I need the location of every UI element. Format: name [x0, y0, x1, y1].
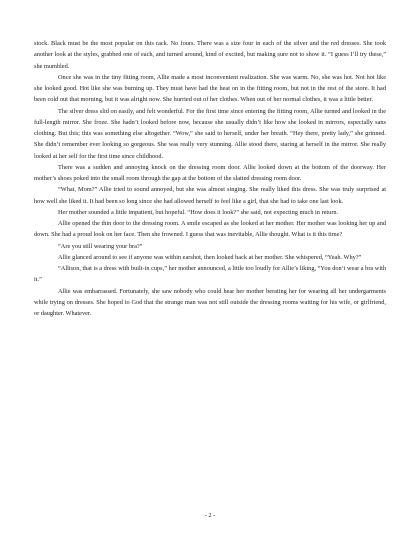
paragraph: The silver dress slid on easily, and felt wonderful. For the first time since entering the fitting room, Allie turned and looked in the full-length mirror. She froze. She hadn’t looked before now, because she usually didn’t like how she looked in mirrors, especially sans clothing. But this; this was something else altogether. “Wow,” she said to herself, under her breath. “Hey there, pretty lady,” she grinned. She didn’t remember ever looking so gorgeous. She was really very stunning. Allie stood there, staring at herself in the mirror. She really looked at her self for the first time since childhood.	[34, 107, 386, 160]
body-text	[34, 38, 386, 319]
paragraph: There was a sudden and annoying knock on the dressing room door. Allie looked down at the bottom of the doorway. Her mother’s shoes poked into the small room through the gap at the bottom of the slatted dressing room door.	[34, 163, 386, 182]
paragraph: Her mother sounded a little impatient, but hopeful. “How does it look?” she said, not expecting much in return.	[58, 208, 339, 216]
paragraph: Allie opened the thin door to the dressing room. A smile escaped as she looked at her mother. Her mother was looking her up and down. She had a proud look on her face. Then she frowned. I guess that was inevitable, Allie thought. What is it this time?	[34, 220, 386, 239]
page-number: - 2 -	[204, 512, 216, 519]
paragraph: Once she was in the tiny fitting room, Allie made a most inconvenient realization. She was warm. No, she was hot. Not hot like she looked good. Hot like she was burning up. They must have had the heat on in the fitting room, but not in the rest of the store. It had been cold out that morning, but it was alright now. She hurried out of her clothes. When out of her normal clothes, it was a little better.	[34, 73, 386, 104]
paragraph: “Allison, that is a dress with built-in cups,” her mother announced, a little too loudly for Allie’s liking, “You don’t wear a bra with it.”	[34, 265, 386, 284]
paragraph: stock. Black must be the most popular on this rack. No fours. There was a size four in each of the silver and the red dresses. She took another look at the styles, grabbed one of each, and turned around, kind of excited, but making sure not to show it. “I guess I’ll try these,” she mumbled.	[34, 40, 386, 70]
paragraph: Allie was embarrassed. Fortunately, she saw nobody who could hear her mother berating her for wearing all her undergarments while trying on dresses. She hoped to God that the strange man was not still outside the dressing rooms waiting for his wife, or girlfriend, or daughter. Whatever.	[34, 287, 386, 317]
paragraph: “Are you still wearing your bra?”	[58, 242, 143, 250]
paragraph: “What, Mom?” Allie tried to sound annoyed, but she was almost singing. She really liked this dress. She was truly surprised at how well she liked it. It had been so long since she had allowed herself to feel like a girl, that she had to take one last look.	[34, 186, 386, 205]
paragraph: Allie glanced around to see if anyone was within earshot, then looked back at her mother. She whispered, “Yeah. Why?”	[58, 253, 362, 261]
